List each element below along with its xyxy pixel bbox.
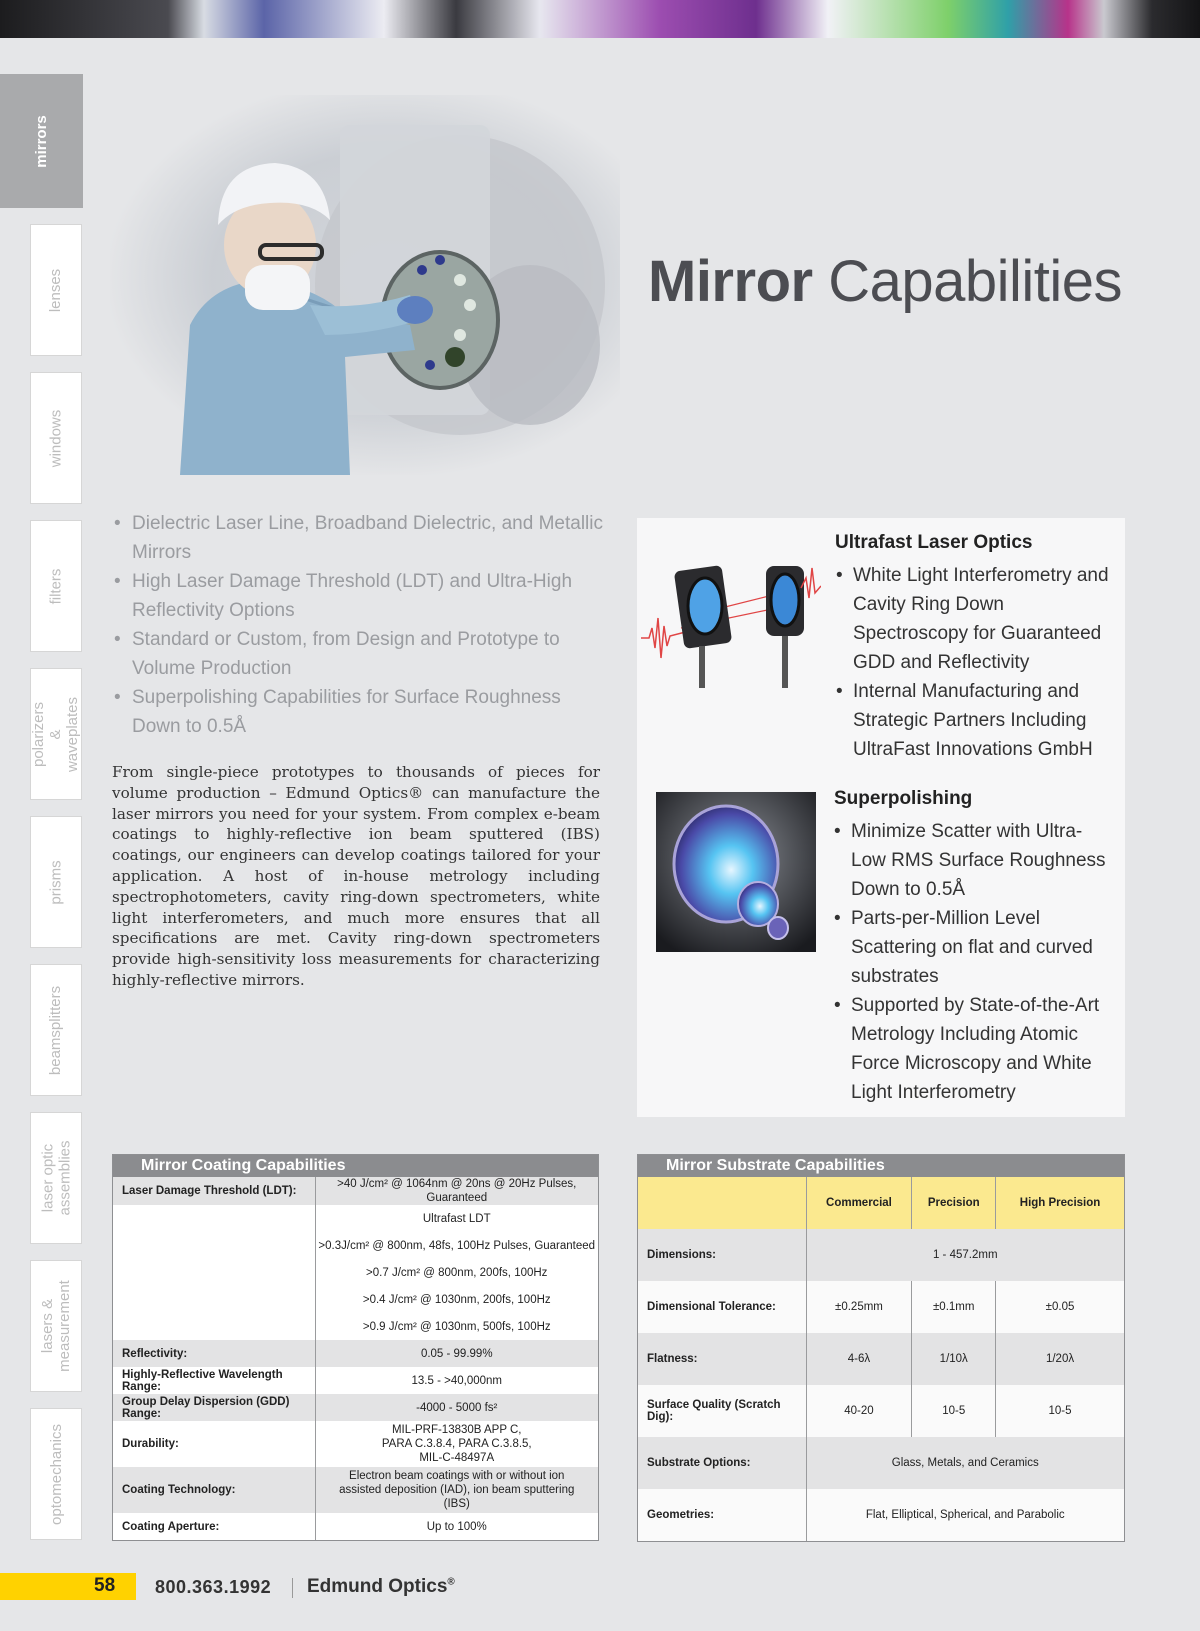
row-label: Dimensional Tolerance: <box>638 1281 806 1333</box>
tab-filters[interactable] <box>30 520 82 652</box>
row-label: Surface Quality (Scratch Dig): <box>638 1385 806 1437</box>
row-value: MIL-PRF-13830B APP C, PARA C.3.8.4, PARA C.3.8.5, MIL-C-48497A <box>381 1424 532 1464</box>
row-label: Dimensions: <box>638 1229 806 1281</box>
list-item: • Supported by State-of-the-Art Metrology Including Atomic Force Microscopy and White Light Interferometry <box>832 991 1112 1107</box>
row-label: Coating Technology: <box>113 1467 315 1513</box>
tab-label: filters <box>47 568 65 604</box>
tab-label: optomechanics <box>47 1423 65 1525</box>
tab-label: lasers & measurement <box>39 1280 74 1372</box>
cell: 4-6λ <box>806 1333 912 1385</box>
tab-label: laser optic assemblies <box>39 1140 74 1216</box>
row-value: -4000 - 5000 fs² <box>416 1401 498 1414</box>
coating-capabilities-table <box>112 1154 599 1541</box>
cell: 40-20 <box>806 1385 912 1437</box>
row-value: Glass, Metals, and Ceramics <box>806 1437 1124 1489</box>
tab-beamsplitters[interactable] <box>30 964 82 1096</box>
row-label: Durability: <box>113 1421 315 1467</box>
list-item: • Superpolishing Capabilities for Surface Roughness Down to 0.5Å <box>112 683 607 741</box>
tab-label: prisms <box>47 859 65 905</box>
cell: ±0.25mm <box>806 1281 912 1333</box>
row-value: Flat, Elliptical, Spherical, and Parabolic <box>806 1489 1124 1541</box>
title-regular: Capabilities <box>828 249 1123 314</box>
cell: ±0.1mm <box>912 1281 996 1333</box>
row-label: Highly-Reflective Wavelength Range: <box>113 1367 315 1394</box>
column-header: Commercial <box>806 1177 912 1229</box>
row-value: Up to 100% <box>426 1520 487 1533</box>
list-item: • High Laser Damage Threshold (LDT) and Ultra-High Reflectivity Options <box>112 567 607 625</box>
list-item: • Dielectric Laser Line, Broadband Dielectric, and Metallic Mirrors <box>112 509 607 567</box>
list-item: • White Light Interferometry and Cavity Ring Down Spectroscopy for Guaranteed GDD and Reflectivity <box>834 561 1124 677</box>
superpolishing-list <box>832 817 1112 1107</box>
brand-name <box>307 1576 455 1598</box>
row-label: Reflectivity: <box>113 1340 315 1367</box>
row-label: Coating Aperture: <box>113 1513 315 1540</box>
row-label: Laser Damage Threshold (LDT): <box>113 1177 315 1205</box>
ultrafast-optics-photo <box>641 548 821 688</box>
cell: 1/20λ <box>996 1333 1124 1385</box>
top-banner-image <box>0 0 1200 38</box>
table-title: Mirror Coating Capabilities <box>113 1155 598 1177</box>
tab-lasers-measurement[interactable] <box>30 1260 82 1392</box>
ldt-value: >0.4 J/cm² @ 1030nm, 200fs, 100Hz <box>362 1293 551 1306</box>
ldt-value: >0.7 J/cm² @ 800nm, 200fs, 100Hz <box>366 1266 548 1279</box>
tab-polarizers-waveplates[interactable] <box>30 668 82 800</box>
substrate-capabilities-table <box>637 1154 1125 1542</box>
list-item: • Internal Manufacturing and Strategic Partners Including UltraFast Innovations GmbH <box>834 677 1124 764</box>
tab-label: lenses <box>47 268 65 312</box>
superpolished-optics-photo <box>656 792 816 952</box>
cell: 10-5 <box>912 1385 996 1437</box>
title-bold: Mirror <box>648 249 813 314</box>
tab-windows[interactable] <box>30 372 82 504</box>
row-value: 13.5 - >40,000nm <box>411 1374 502 1387</box>
intro-paragraph: From single-piece prototypes to thousands of pieces for volume production – Edmund Optics® can manufacture the laser mirrors you need for your system. From complex e-beam coatings to highly-reflective ion beam sputtered (IBS) coatings, our engineers can develop coatings tailored for your application. A host of in-house metrology including spectrophotometers, cavity ring-down spectrometers, white light interferometers, and much more ensures that all specifications are met. Cavity ring-down spectrometers provide high-sensitivity loss measurements for characterizing highly-reflective mirrors. <box>112 763 600 989</box>
tab-mirrors[interactable] <box>0 74 83 208</box>
feature-bullets <box>112 509 607 741</box>
registered-mark: ® <box>447 1576 455 1588</box>
column-header: Precision <box>912 1177 996 1229</box>
column-header: High Precision <box>996 1177 1124 1229</box>
tab-label: mirrors <box>33 114 50 168</box>
ldt-value: >40 J/cm² @ 1064nm @ 20ns @ 20Hz Pulses, Guaranteed <box>337 1178 577 1204</box>
page-number-bar <box>0 1573 136 1600</box>
row-label: Flatness: <box>638 1333 806 1385</box>
list-item: • Minimize Scatter with Ultra-Low RMS Surface Roughness Down to 0.5Å <box>832 817 1112 904</box>
ldt-value: Ultrafast LDT <box>422 1212 491 1225</box>
superpolishing-title: Superpolishing <box>834 788 973 809</box>
ultrafast-list <box>834 561 1124 764</box>
row-value: 0.05 - 99.99% <box>420 1347 493 1360</box>
row-value: Electron beam coatings with or without ion assisted deposition (IAD), ion beam sputtering (IBS) <box>339 1470 575 1510</box>
page-title <box>648 248 1122 315</box>
technician-photo <box>110 95 620 475</box>
tab-optomechanics[interactable] <box>30 1408 82 1540</box>
list-item: • Parts-per-Million Level Scattering on flat and curved substrates <box>832 904 1112 991</box>
row-label: Substrate Options: <box>638 1437 806 1489</box>
row-value: 1 - 457.2mm <box>806 1229 1124 1281</box>
capabilities-panel <box>637 518 1125 1117</box>
list-item: • Standard or Custom, from Design and Prototype to Volume Production <box>112 625 607 683</box>
footer-divider <box>292 1578 293 1598</box>
tab-label: polarizers & waveplates <box>30 696 82 772</box>
cell: 10-5 <box>996 1385 1124 1437</box>
tab-label: beamsplitters <box>47 985 65 1075</box>
brand-text: Edmund Optics <box>307 1576 448 1597</box>
page-number: 58 <box>94 1575 116 1596</box>
tab-prisms[interactable] <box>30 816 82 948</box>
cell: ±0.05 <box>996 1281 1124 1333</box>
phone-number: 800.363.1992 <box>155 1577 272 1597</box>
tab-lenses[interactable] <box>30 224 82 356</box>
ldt-value: >0.3J/cm² @ 800nm, 48fs, 100Hz Pulses, Guaranteed <box>318 1239 596 1252</box>
cell: 1/10λ <box>912 1333 996 1385</box>
ultrafast-title: Ultrafast Laser Optics <box>835 532 1033 553</box>
tab-laser-optic-assemblies[interactable] <box>30 1112 82 1244</box>
ldt-value: >0.9 J/cm² @ 1030nm, 500fs, 100Hz <box>362 1320 551 1333</box>
row-label: Geometries: <box>638 1489 806 1541</box>
table-title: Mirror Substrate Capabilities <box>638 1155 1124 1177</box>
tab-label: windows <box>47 409 65 467</box>
row-label: Group Delay Dispersion (GDD) Range: <box>113 1394 315 1421</box>
